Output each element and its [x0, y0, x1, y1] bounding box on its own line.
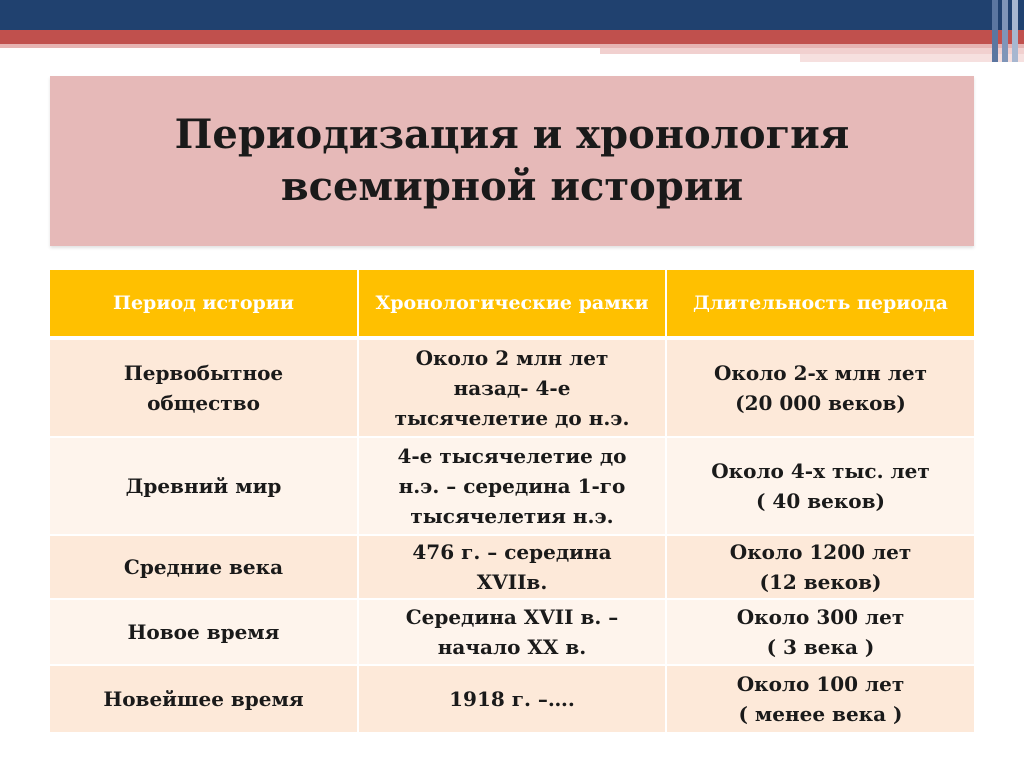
- table-row: [50, 535, 974, 599]
- cell-period: Средние века: [50, 535, 358, 599]
- table-row: [50, 599, 974, 665]
- corner-stripe: [1012, 0, 1018, 62]
- top-navy-band: [0, 0, 1024, 30]
- cell-duration: Около 4-х тыс. лет ( 40 веков): [666, 437, 974, 535]
- history-periods-table: [50, 270, 974, 734]
- table-header-row: [50, 270, 974, 338]
- cell-frame: 4-е тысячелетие до н.э. – середина 1-го тысячелетия н.э.: [358, 437, 666, 535]
- cell-period: Древний мир: [50, 437, 358, 535]
- page-title: Периодизация и хронология всемирной истории: [174, 111, 850, 210]
- header-duration: Длительность периода: [666, 270, 974, 338]
- table-row: [50, 437, 974, 535]
- header-frame: Хронологические рамки: [358, 270, 666, 338]
- cell-duration: Около 100 лет ( менее века ): [666, 665, 974, 733]
- top-pale-band-2: [800, 54, 1024, 62]
- header-period: Период истории: [50, 270, 358, 338]
- corner-stripe: [1002, 0, 1008, 62]
- table-row: [50, 338, 974, 437]
- cell-period: Новое время: [50, 599, 358, 665]
- cell-frame: Около 2 млн лет назад- 4-е тысячелетие до н.э.: [358, 338, 666, 437]
- cell-frame: Середина XVII в. – начало XX в.: [358, 599, 666, 665]
- table-row: [50, 665, 974, 733]
- cell-duration: Около 2-х млн лет (20 000 веков): [666, 338, 974, 437]
- title-box: [50, 76, 974, 246]
- corner-stripe: [992, 0, 998, 62]
- top-red-band: [0, 30, 1024, 44]
- cell-frame: 1918 г. –….: [358, 665, 666, 733]
- cell-period: Новейшее время: [50, 665, 358, 733]
- cell-duration: Около 300 лет ( 3 века ): [666, 599, 974, 665]
- cell-period: Первобытное общество: [50, 338, 358, 437]
- cell-frame: 476 г. – середина XVIIв.: [358, 535, 666, 599]
- cell-duration: Около 1200 лет (12 веков): [666, 535, 974, 599]
